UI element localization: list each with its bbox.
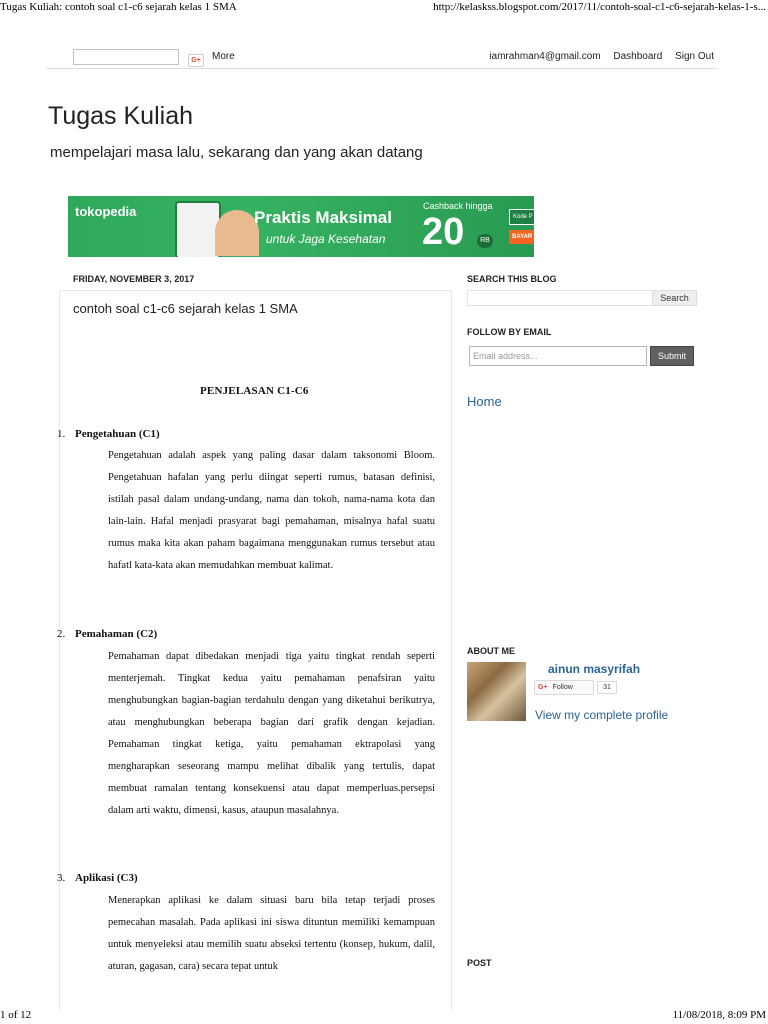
- google-plus-icon: G+: [538, 684, 548, 691]
- ad-people-image: [215, 210, 259, 256]
- ad-cashback-amount: 20: [422, 211, 465, 253]
- navbar-more-link[interactable]: More: [212, 51, 235, 62]
- print-footer: [0, 1008, 768, 1024]
- ad-pay-button[interactable]: BAYAR: [509, 230, 534, 244]
- blog-title[interactable]: Tugas Kuliah: [48, 102, 193, 130]
- follow-label: Follow: [552, 684, 573, 691]
- profile-name-link[interactable]: ainun masyrifah: [548, 662, 641, 676]
- print-page-title: Tugas Kuliah: contoh soal c1-c6 sejarah kelas 1 SMA: [0, 1, 237, 13]
- ad-subline: untuk Jaga Kesehatan: [266, 232, 386, 246]
- profile-avatar[interactable]: [467, 662, 526, 721]
- post-heading: POST: [467, 958, 492, 968]
- section-paragraph: Pengetahuan adalah aspek yang paling dasar dalam taksonomi Bloom. Pengetahuan hafalan yang perlu diingat seperti rumus, batasan definisi, istilah pasal dalam undang-undang, nama dan tokoh, nama-nama kota dan lain-lain. Hafal menjadi prasyarat bagi pemahaman, misalnya hafal suatu rumus maka kita akan paham bagaimana menggunakan rumus tersebut atau hafatl kata-kata akan memudahkan membuat kalimat.: [108, 450, 435, 571]
- section-paragraph: Pemahaman dapat dibedakan menjadi tiga yaitu tingkat rendah seperti menterjemah. Tingkat kedua yaitu pemahaman penafsiran yaitu menghubungkan bagian-bagian terdahulu dengan yang diketahui berikutrya, atau menghubungkan beberapa bagian dari grafik dengan kejadian. Pemahaman tingkat ketiga, yaitu pemahaman ektrapolasi yang mengharapkan seseorang mampu melihat dibalik yang tertulis, dapat membuat ramalan tentang konsekuensi atau dapat memperluas.persepsi dalam arti waktu, dimensi, kasus, ataupun masalahnya.: [108, 651, 435, 816]
- ad-logo: tokopedia: [75, 204, 137, 219]
- section-number: 2.: [57, 628, 66, 640]
- ad-cashback-text: Cashback hingga: [423, 201, 493, 211]
- post-title[interactable]: contoh soal c1-c6 sejarah kelas 1 SMA: [73, 301, 298, 316]
- ad-promo-code: Kode P: [509, 209, 534, 225]
- blogger-navbar: [46, 46, 718, 69]
- blog-search-input[interactable]: [467, 290, 653, 306]
- search-blog-heading: SEARCH THIS BLOG: [467, 274, 557, 284]
- navbar-account-links: [479, 51, 714, 62]
- section-title: Aplikasi (C3): [75, 872, 138, 884]
- section-number: 1.: [57, 428, 66, 440]
- blog-description: mempelajari masa lalu, sekarang dan yang akan datang: [50, 144, 423, 161]
- ad-headline: Praktis Maksimal: [254, 208, 392, 227]
- follow-email-input[interactable]: Email address...: [469, 346, 647, 366]
- print-timestamp: 11/08/2018, 8:09 PM: [672, 1009, 766, 1021]
- home-link[interactable]: Home: [467, 394, 502, 409]
- post-date-header: FRIDAY, NOVEMBER 3, 2017: [73, 274, 195, 284]
- navbar-dashboard-link[interactable]: Dashboard: [613, 51, 663, 62]
- view-profile-link[interactable]: View my complete profile: [535, 708, 669, 722]
- section-title: Pemahaman (C2): [75, 628, 158, 640]
- google-plus-icon[interactable]: G+: [188, 54, 204, 67]
- doc-heading: PENJELASAN C1-C6: [200, 385, 309, 397]
- print-page-counter: 1 of 12: [0, 1009, 32, 1021]
- ad-rb-badge: RB: [477, 234, 493, 248]
- section-number: 3.: [57, 872, 66, 884]
- blog-search-button[interactable]: Search: [652, 290, 697, 306]
- google-follow-button[interactable]: [534, 680, 594, 695]
- navbar-user-email: iamrahman4@gmail.com: [489, 51, 601, 62]
- follow-submit-button[interactable]: Submit: [650, 346, 694, 366]
- follower-count: 31: [597, 681, 617, 694]
- section-paragraph: Menerapkan aplikasi ke dalam situasi baru bila tetap terjadi proses pemecahan masalah. Pada aplikasi ini siswa dituntun memiliki kemampuan untuk menyeleksi atau memilih suatu abseksi tertentu (konsep, hukum, dalil, aturan, gagasan, cara) secara tepat untuk: [108, 895, 435, 972]
- print-header: [0, 0, 768, 16]
- navbar-search-input[interactable]: [73, 49, 179, 65]
- tokopedia-ad-banner[interactable]: [68, 196, 534, 257]
- about-me-heading: ABOUT ME: [467, 646, 515, 656]
- print-url: http://kelaskss.blogspot.com/2017/11/contoh-soal-c1-c6-sejarah-kelas-1-s...: [433, 1, 766, 13]
- follow-email-heading: FOLLOW BY EMAIL: [467, 327, 552, 337]
- navbar-signout-link[interactable]: Sign Out: [675, 51, 714, 62]
- section-title: Pengetahuan (C1): [75, 428, 160, 440]
